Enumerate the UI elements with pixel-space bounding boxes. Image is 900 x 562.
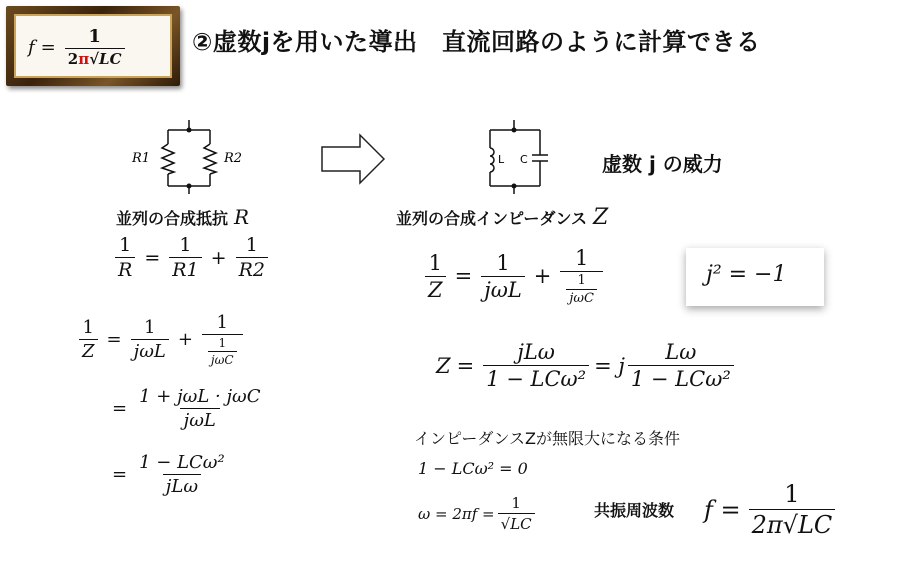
r-eq1-plus: + bbox=[533, 264, 552, 288]
eq4-equals: = bbox=[112, 464, 128, 485]
eq2-c-inner-num: 1 bbox=[218, 336, 227, 350]
eq1-equals: = bbox=[144, 246, 161, 269]
lc-parallel-circuit bbox=[480, 118, 560, 194]
eq2-c-inner-frac bbox=[208, 336, 237, 367]
left-eq1 bbox=[112, 234, 271, 281]
badge-two: 2 bbox=[67, 50, 79, 68]
resonance-den: 2π√LC bbox=[749, 509, 836, 539]
right-arrow-icon bbox=[320, 133, 388, 185]
r-eq2-num2: Lω bbox=[665, 340, 697, 364]
omega-den: √LC bbox=[498, 513, 535, 533]
r-eq2-den1: 1 − LCω² bbox=[483, 365, 589, 391]
r-eq1-lhs-num: 1 bbox=[428, 250, 442, 275]
eq2-frac-l bbox=[131, 317, 169, 362]
r-eq1-frac-c bbox=[560, 246, 603, 306]
r-eq2-z: Z bbox=[436, 353, 451, 378]
eq2-plus: + bbox=[177, 329, 193, 350]
eq1-frac-r2 bbox=[236, 234, 268, 281]
power-of-j-label: 虚数 j の威力 bbox=[602, 152, 723, 176]
eq1-r1-den: R1 bbox=[169, 257, 201, 281]
j-squared-callout bbox=[686, 248, 824, 306]
eq2-equals: = bbox=[106, 329, 122, 350]
resonance-lhs: f = bbox=[704, 495, 741, 524]
r-eq2-frac1 bbox=[483, 340, 589, 391]
r-eq1-c-inner-frac bbox=[566, 273, 597, 306]
condition-label: インピーダンスZが無限大になる条件 bbox=[414, 429, 681, 448]
r-eq1-l-num: 1 bbox=[496, 250, 510, 275]
eq1-r2-den: R2 bbox=[236, 257, 268, 281]
eq2-c-inner-den: jωC bbox=[208, 351, 237, 367]
right-heading-text: 並列の合成インピーダンス bbox=[396, 209, 588, 228]
badge-equals: = bbox=[40, 36, 56, 58]
eq1-plus: + bbox=[210, 246, 227, 269]
left-heading bbox=[116, 205, 249, 229]
r-eq1-c-den bbox=[560, 271, 603, 306]
left-heading-text: 並列の合成抵抗 bbox=[116, 208, 229, 228]
badge-denominator: 2π√LC bbox=[65, 48, 125, 68]
right-heading-var: Z bbox=[593, 205, 609, 230]
r-eq1-lhs-den: Z bbox=[425, 276, 446, 302]
r-eq2-equals: = bbox=[456, 353, 475, 378]
r-eq2-num1: jLω bbox=[517, 340, 555, 364]
eq2-frac-lhs bbox=[79, 317, 98, 362]
eq1-frac-lhs bbox=[115, 234, 135, 281]
badge-fraction bbox=[65, 26, 125, 68]
eq1-r1-num: 1 bbox=[179, 234, 192, 256]
eq2-lhs-num: 1 bbox=[82, 317, 94, 338]
eq2-l-num: 1 bbox=[143, 317, 156, 338]
r-eq1-frac-lhs bbox=[425, 251, 446, 302]
parallel-resistor-circuit bbox=[130, 118, 270, 194]
eq2-c-num: 1 bbox=[216, 312, 228, 333]
eq4-frac bbox=[136, 452, 228, 497]
eq3-equals: = bbox=[112, 398, 128, 419]
omega-frac bbox=[498, 494, 535, 533]
condition-equation: 1 − LCω² = 0 bbox=[418, 459, 528, 478]
left-eq3 bbox=[106, 386, 266, 431]
eq2-lhs-den: Z bbox=[79, 339, 98, 362]
badge-f: f bbox=[28, 36, 35, 58]
r-eq2-equals-j: = j bbox=[594, 353, 625, 378]
right-heading bbox=[396, 205, 608, 230]
right-eq1 bbox=[422, 246, 606, 306]
eq2-l-den: jωL bbox=[131, 339, 169, 362]
resonance-num: 1 bbox=[784, 480, 800, 508]
label-l: L bbox=[498, 153, 505, 166]
r-eq1-c-num: 1 bbox=[575, 246, 589, 270]
badge-pi: π bbox=[78, 50, 90, 68]
r-eq1-c-inner-num: 1 bbox=[577, 273, 586, 288]
left-eq4 bbox=[106, 452, 231, 497]
eq3-num: 1 + jωL · jωC bbox=[139, 386, 261, 407]
r-eq2-frac2 bbox=[628, 340, 734, 391]
left-eq2 bbox=[76, 312, 246, 367]
formula-badge-frame bbox=[6, 6, 180, 86]
label-r2: R2 bbox=[224, 151, 243, 166]
eq1-frac-r1 bbox=[169, 234, 201, 281]
eq2-c-den bbox=[202, 334, 243, 367]
eq3-den: jωL bbox=[180, 408, 220, 431]
eq1-lhs-num: 1 bbox=[119, 234, 132, 256]
r-eq2-den2: 1 − LCω² bbox=[628, 365, 734, 391]
left-heading-var: R bbox=[234, 205, 250, 229]
omega-equation bbox=[418, 494, 538, 533]
badge-lc: LC bbox=[99, 50, 122, 68]
eq4-num: 1 − LCω² bbox=[139, 452, 225, 473]
r-eq1-l-den: jωL bbox=[481, 276, 525, 302]
j-squared-text: j² = −1 bbox=[706, 262, 787, 287]
r-eq1-equals: = bbox=[454, 264, 473, 288]
eq1-lhs-den: R bbox=[115, 257, 135, 281]
resonance-label: 共振周波数 bbox=[594, 501, 675, 520]
eq3-frac bbox=[136, 386, 263, 431]
page-title: ②虚数jを用いた導出 直流回路のように計算できる bbox=[192, 28, 761, 56]
resonance-equation bbox=[704, 480, 838, 539]
omega-lhs: ω = 2πf = bbox=[418, 504, 495, 523]
omega-num: 1 bbox=[511, 494, 521, 512]
right-eq2 bbox=[436, 340, 737, 391]
badge-formula bbox=[28, 26, 128, 68]
r-eq1-c-inner-den: jωC bbox=[566, 289, 597, 306]
eq4-den: jLω bbox=[163, 474, 201, 497]
formula-badge bbox=[14, 14, 172, 78]
r-eq1-frac-l bbox=[481, 251, 525, 302]
resonance-frac bbox=[749, 480, 836, 539]
label-r1: R1 bbox=[132, 151, 151, 166]
eq2-frac-c bbox=[202, 312, 243, 367]
eq1-r2-num: 1 bbox=[245, 234, 258, 256]
label-c: C bbox=[520, 153, 528, 166]
badge-numerator: 1 bbox=[88, 26, 101, 47]
